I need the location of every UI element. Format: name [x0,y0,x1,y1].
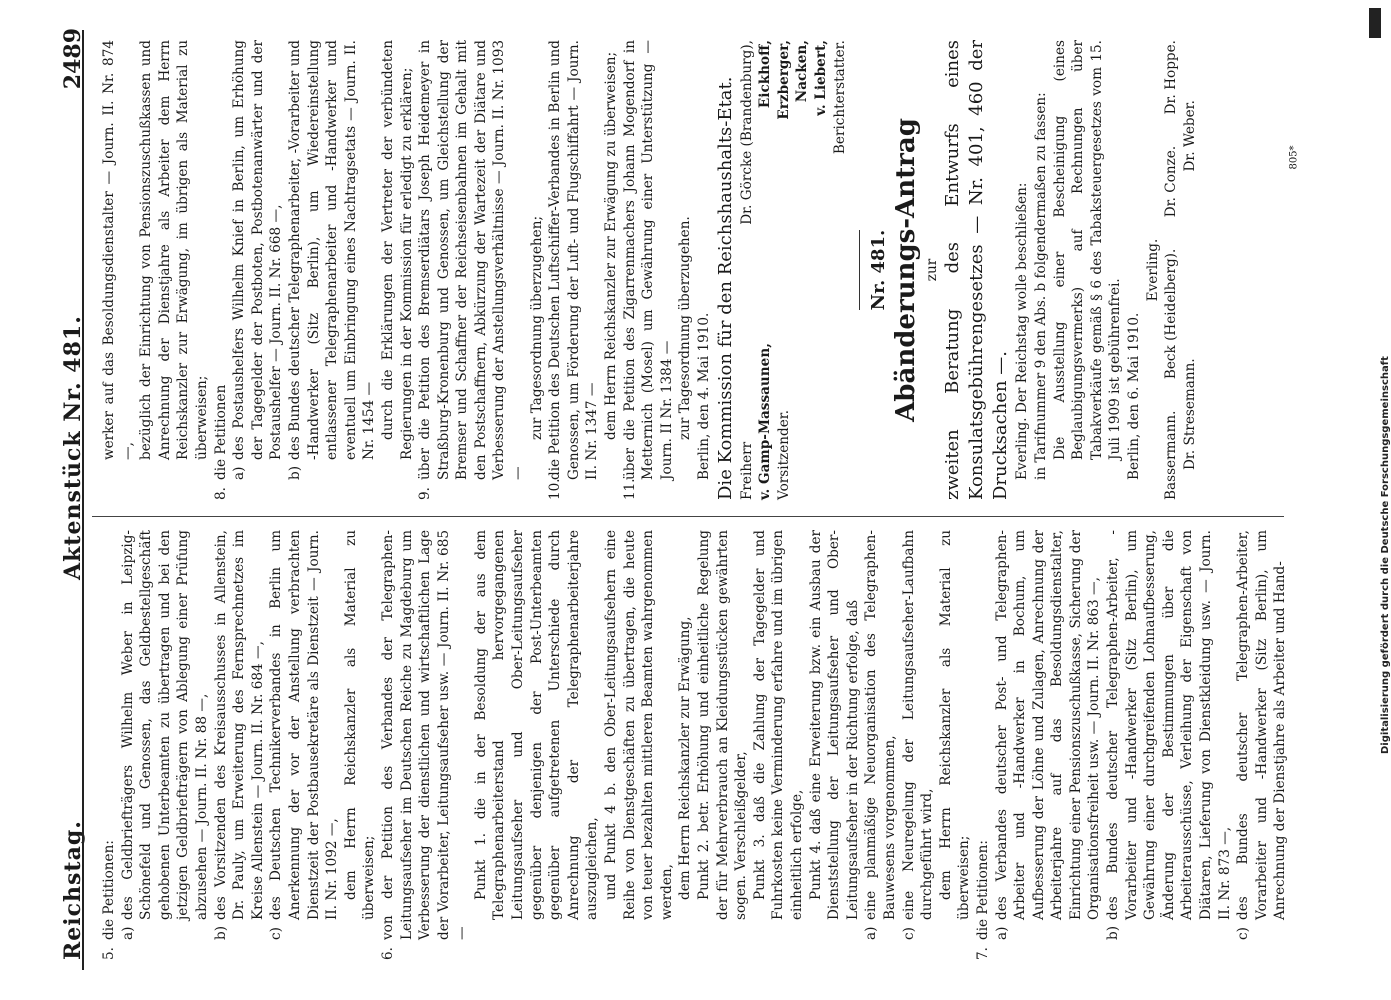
item-text: des Verbandes deutscher Post- und Telegraphen-Arbeiter und -Handwerker in Bochum, um Aufbesserung der Löhne und Zulagen, Anrechnung der Arbeiterjahre auf das Besoldungsdienstalter, Einrichtung einer Pensionszuschußkasse, Sicherung der Organisationsfreiheit usw. — Journ. II. Nr. 863 —, [993,530,1103,920]
item-text: Punkt 4. daß eine Erweiterung bzw. ein Ausbau der Dienststellung der Leitungsaufseher und Ober-Leitungsaufseher in der Richtung erfolge, daß [807,530,861,920]
item-text: über die Petition des Bremserdiätars Joseph Heidemeyer in Straßburg-Kronenburg und Genossen, um Gleichstellung der Bremser und Schaffner der Reichseisenbahnen im Gehalt mit den Postschaffnern, Abkürzung der Wartezeit der Diätare und Verbesserung der Anstellungsverhältnisse — Journ. II. Nr. 1093 — [417,40,527,480]
right-item [621,40,677,500]
left-item [1234,530,1290,960]
continuation-text: werker auf das Besoldungsdienstalter — Journ. II. Nr. 874 —, [101,40,136,460]
item-text: dem Herrn Reichskanzler zur Erwägung, [677,616,694,900]
left-item [119,530,212,960]
left-item [993,530,1105,960]
supporters-row-1 [1162,40,1181,500]
signature-left [738,343,850,500]
left-item [695,530,751,960]
date-2: Berlin, den 6. Mai 1910. [1125,312,1142,480]
supporter: Dr. Hoppe. [1163,40,1180,115]
left-column [100,530,1290,960]
item-text: des Bundes deutscher Telegraphen-Arbeiter, Vorarbeiter und -Handwerker (Sitz Berlin), um Anrechnung der Dienstjahre als Arbeiter und Hand- [1235,530,1289,920]
item-text: dem Herrn Reichskanzler als Material zu überweisen; [937,530,973,920]
sig-right-6: Berichterstatter. [831,40,848,155]
item-number: a) [863,926,880,940]
item-number: b) [1105,925,1122,940]
right-item [286,40,379,500]
motion-title: Abänderungs-Antrag [890,118,921,422]
motion-intro: Everling. Der Reichstag wolle beschließen: [1014,182,1031,480]
header-rule [82,30,84,970]
item-text: des Vorsitzenden des Kreisausschusses in Allenstein, Dr. Pauly, um Erweiterung des Fernsprechnetzes im Kreise Allenstein — Journ. II. Nr. 684 —, [212,530,266,920]
motion-text: in Tarifnummer 9 den Abs. b folgendermaßen zu fassen: [1032,92,1049,480]
left-item [602,530,676,960]
item-number: 10. [547,478,564,500]
document-number: Nr. 481. [868,229,890,311]
left-item [974,530,993,960]
sig-right-3: Erzberger, [775,40,792,120]
right-items [212,40,695,500]
page-header [50,0,90,1000]
item-text: dem Herrn Reichskanzler als Material zu überweisen; [342,530,378,920]
left-item [342,530,379,960]
signature-right [738,40,850,225]
dfg-logo [1369,8,1381,38]
left-item [807,530,863,960]
item-number: c) [900,927,917,940]
item-text: des Postaushelfers Wilhelm Knief in Berlin, um Erhöhung der Tagegelder der Postboten, Postbotenanwärter und der Postaushelfer — Journ. II. Nr. 668 —, [231,40,285,460]
sig-right-1: Dr. Görcke (Brandenburg), [738,40,755,225]
item-text: die Petitionen [212,384,229,480]
digitization-note: Digitalisierung gefördert durch die Deutsche Forschungsgemeinschaft [1380,356,1391,754]
left-item [676,530,695,960]
left-item [862,530,899,960]
item-number: c) [1235,927,1252,940]
left-item [900,530,937,960]
motion-quote: Die Ausstellung einer Bescheinigung (eines Beglaubigungsvermerks) auf Rechnungen über Tabakverkäufe gemäß § 6 des Tabaksteuergesetzes vom 15. Juli 1909 ist gebührenfrei. [1051,40,1124,460]
item-text: durch die Erklärungen der Vertreter der verbündeten Regierungen in der Kommission für erledigt zu erklären; [379,40,415,460]
right-column [100,40,1199,500]
item-text: des Geldbriefträgers Wilhelm Weber in Leipzig-Schönefeld und Genossen, das Geldbestellgeschäft gehobenen Unterbeamten zu übertragen und bei den jetzigen Geldbriefträgern von Ablegung einer Prüfung abzusehen — Journ. II. Nr. 88 —, [119,530,210,920]
item-text: eine Neuregelung der Leitungsaufseher-Laufbahn durchgeführt wird, [900,530,936,920]
date-1: Berlin, den 4. Mai 1910. [696,312,712,480]
item-number: 6. [379,947,396,960]
item-text: zur Tagesordnung überzugehen. [677,216,694,440]
item-text: die Petitionen: [101,840,117,940]
supporter: Bassermann. [1163,410,1180,500]
item-number: 5. [101,947,117,960]
signatures [738,40,850,500]
continuation-text-2: bezüglich der Einrichtung von Pensionszuschußkassen und Anrechnung der Dienstjahre als Arbeiter dem Herrn Reichskanzler zur Erwägung, im übrigen als Material zu überweisen; [138,40,210,460]
item-text: dem Herrn Reichskanzler zur Erwägung zu überweisen; [603,51,620,440]
supporter: Dr. Stresemann. [1181,358,1198,470]
signer: Everling. [1144,238,1161,302]
left-item [212,530,268,960]
supporter: Dr. Conze. [1163,145,1180,218]
supporter: Beck (Heidelberg). [1163,248,1180,380]
item-text: eine planmäßige Neuorganisation des Telegraphen-Bauwesens vorgenommen, [863,530,898,920]
right-item [416,40,528,500]
item-number: b) [212,925,229,940]
item-text: die Petitionen: [974,840,991,940]
item-text: die Petition des Deutschen Luftschiffer-Verbandes in Berlin und Genossen, um Förderung der Luft- und Flugschiffahrt — Journ. II. Nr. 1347 — [547,40,601,480]
left-item [472,530,602,960]
left-item [937,530,974,960]
item-number: c) [268,927,285,940]
item-number: 9. [417,487,434,500]
sig-left-1: Freiherr [738,441,755,500]
right-item [602,40,621,500]
item-number: a) [993,926,1010,940]
item-text: von der Petition des Verbandes der Telegraphen-Leitungsaufseher im Deutschen Reiche zu Magdeburg um Verbesserung der dienstlichen und wirtschaftlichen Lage der Vorarbeiter, Leitungsaufseher usw. — Journ. II. Nr. 685 — [379,530,471,940]
header-left: Reichstag. [60,820,86,960]
left-item [379,530,472,960]
item-number: 11. [621,478,638,500]
item-text: des Deutschen Technikerverbandes in Berlin um Anerkennung der vor der Anstellung verbrachten Dienstzeit der Postbausekretäre als Dienstzeit — Journ. II. Nr. 1092 —, [268,530,341,920]
item-number: a) [119,926,136,940]
footer-mark: 805* [1288,145,1300,170]
right-item [546,40,602,500]
right-item [212,40,231,500]
item-number: 7. [974,947,991,960]
item-text: Punkt 2. betr. Erhöhung und einheitliche Regelung der für Mehrverbrauch an Kleidungsstücken gewährten sogen. Verschleißgelder, [696,530,750,920]
supporter: Dr. Weber. [1181,100,1198,172]
commission-title: Die Kommission für den Reichshaushalts-Etat. [714,76,736,500]
left-item [267,530,341,960]
item-text: des Bundes deutscher Telegraphen-Arbeiter, -Vorarbeiter und -Handwerker (Sitz Berlin), um Gewährung einer durchgreifenden Lohnaufbesserung, Änderung der Bestimmungen über die Arbeiterausschüsse, Verleihung der Eigenschaft von Diätaren, Lieferung von Dienstkleidung usw. — Journ. II. Nr. 873 —, [1105,530,1233,920]
header-center: Aktenstück Nr. 481. [60,315,86,580]
left-item [100,530,119,960]
left-item [751,530,807,960]
sig-right-5: v. Liebert, [812,40,829,116]
item-number: 8. [212,487,229,500]
subject-text: zweiten Beratung des Entwurfs eines Konsulatsgebührengesetzes — Nr. 401, 460 der Drucksachen —. [942,40,1012,500]
sig-right-2: Eickhoff, [757,40,774,109]
right-item [676,40,695,500]
right-item [528,40,547,500]
sig-right-4: Nacken, [794,40,811,103]
item-text: Punkt 3. daß die Zahlung der Tagegelder und Fuhrkosten keine Verminderung erfahre und im übrigen einheitlich erfolge, [751,530,805,920]
item-text: zur Tagesordnung überzugehen; [528,215,545,440]
right-item [379,40,416,500]
item-text: Punkt 1. die in der Besoldung der aus dem Telegraphenarbeiterstand hervorgegangenen Leitungsaufseher und Ober-Leitungsaufseher gegenüber denjenigen der Post-Unterbeamten gegenüber aufgetretenen Unterschiede durch Anrechnung der Telegraphenarbeiterjahre auszugleichen, [472,530,601,920]
item-number: a) [231,466,248,480]
item-text: des Bundes deutscher Telegraphenarbeiter, -Vorarbeiter und -Handwerker (Sitz Berlin), um Wiedereinstellung entlassener Telegraphenarbeiter und -Handwerker und eventuell um Einbringung eines Nachtragsetats — Journ. II. Nr. 1454 — [286,40,378,460]
sig-left-3: Vorsitzender. [775,409,792,500]
sig-left-2: v. Gamp-Massaunen, [757,343,774,500]
left-item [1104,530,1234,960]
column-divider [92,516,1284,517]
item-number: b) [286,465,303,480]
right-item [230,40,286,500]
item-text: über die Petition des Zigarrenmachers Johann Mogendorf in Metternich (Mosel) um Gewährung einer Unterstützung — Journ. II Nr. 1384 — [621,40,675,480]
page-number: 2489 [60,28,86,90]
item-text: und Punkt 4 b. den Ober-Leitungsaufsehern eine Reihe von Dienstgeschäften zu übertragen, die heute von teuer bezahlten mittleren Beamten wahrgenommen werden, [603,530,675,920]
supporters-row-2 [1181,40,1200,500]
separator-rule [859,230,860,310]
zur-text: zur [923,258,940,282]
